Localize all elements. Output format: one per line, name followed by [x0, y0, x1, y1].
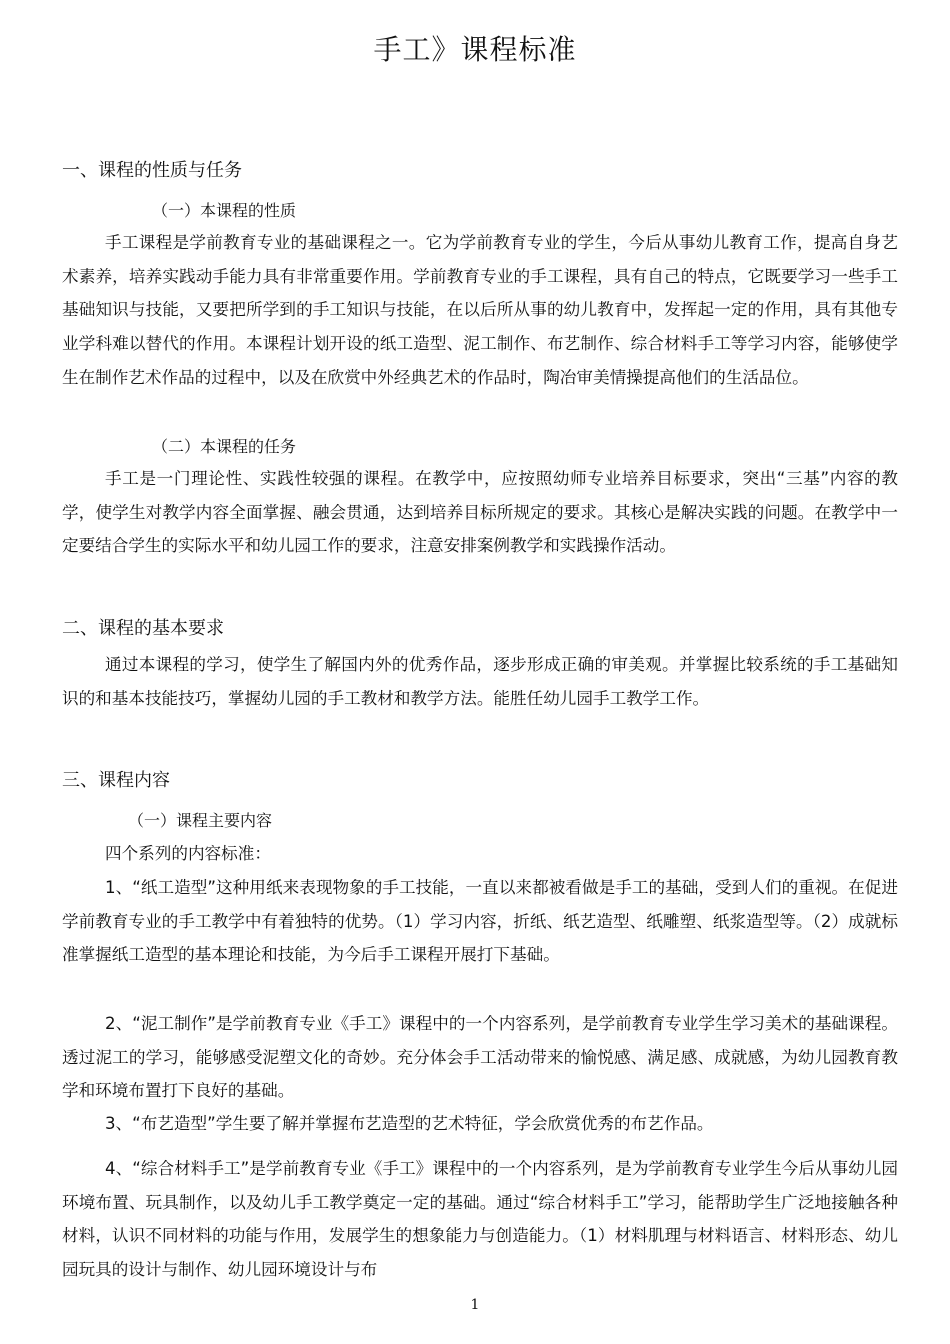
section-1-task-paragraph: 手工是一门理论性、实践性较强的课程。在教学中，应按照幼师专业培养目标要求，突出“三基”内容的教学，使学生对教学内容全面掌握、融会贯通，达到培养目标所规定的要求。其核心是解决实践的问题。在教学中一定要结合学生的实际水平和幼儿园工作的要求，注意安排案例教学和实践操作活动。 [62, 469, 898, 556]
section-1-nature-paragraph: 手工课程是学前教育专业的基础课程之一。它为学前教育专业的学生，今后从事幼儿教育工作，提高自身艺术素养，培养实践动手能力具有非常重要作用。学前教育专业的手工课程，具有自己的特点，它既要学习一些手工基础知识与技能，又要把所学到的手工知识与技能，在以后所从事的幼儿教育中，发挥起一定的作用，具有其他专业学科难以替代的作用。本课程计划开设的纸工造型、泥工制作、布艺制作、综合材料手工等学习内容，能够使学生在制作艺术作品的过程中，以及在欣赏中外经典艺术的作品时，陶冶审美情操提高他们的生活品位。 [62, 233, 898, 387]
section-1-subheading-task: （二）本课程的任务 [152, 437, 297, 456]
section-3-subheading-content: （一）课程主要内容 [128, 811, 273, 830]
section-1-subheading-nature: （一）本课程的性质 [152, 201, 297, 220]
section-3-item-4: 4、“综合材料手工”是学前教育专业《手工》课程中的一个内容系列，是为学前教育专业学生今后从事幼儿园环境布置、玩具制作，以及幼儿手工教学奠定一定的基础。通过“综合材料手工”学习，能帮助学生广泛地接触各种材料，认识不同材料的功能与作用，发展学生的想象能力与创造能力。（1）材料肌理与材料语言、材料形态、幼儿园玩具的设计与制作、幼儿园环境设计与布 [62, 1159, 898, 1280]
section-1-heading: 一、课程的性质与任务 [62, 160, 242, 181]
section-2-heading: 二、课程的基本要求 [62, 618, 224, 639]
page-number: 1 [470, 1297, 480, 1313]
section-3-item-3: 3、“布艺造型”学生要了解并掌握布艺造型的艺术特征，学会欣赏优秀的布艺作品。 [105, 1114, 714, 1133]
section-2-paragraph: 通过本课程的学习，使学生了解国内外的优秀作品，逐步形成正确的审美观。并掌握比较系统的手工基础知识的和基本技能技巧，掌握幼儿园的手工教材和教学方法。能胜任幼儿园手工教学工作。 [62, 655, 898, 708]
section-3-heading: 三、课程内容 [62, 770, 170, 791]
document-title: 手工》课程标准 [373, 33, 577, 66]
section-3-intro: 四个系列的内容标准： [105, 844, 271, 863]
section-3-item-1: 1、“纸工造型”这种用纸来表现物象的手工技能，一直以来都被看做是手工的基础，受到人们的重视。在促进学前教育专业的手工教学中有着独特的优势。（1）学习内容，折纸、纸艺造型、纸雕塑、纸浆造型等。（2）成就标准掌握纸工造型的基本理论和技能，为今后手工课程开展打下基础。 [62, 878, 898, 965]
section-3-item-2: 2、“泥工制作”是学前教育专业《手工》课程中的一个内容系列，是学前教育专业学生学习美术的基础课程。透过泥工的学习，能够感受泥塑文化的奇妙。充分体会手工活动带来的愉悦感、满足感、成就感，为幼儿园教育教学和环境布置打下良好的基础。 [62, 1014, 898, 1101]
